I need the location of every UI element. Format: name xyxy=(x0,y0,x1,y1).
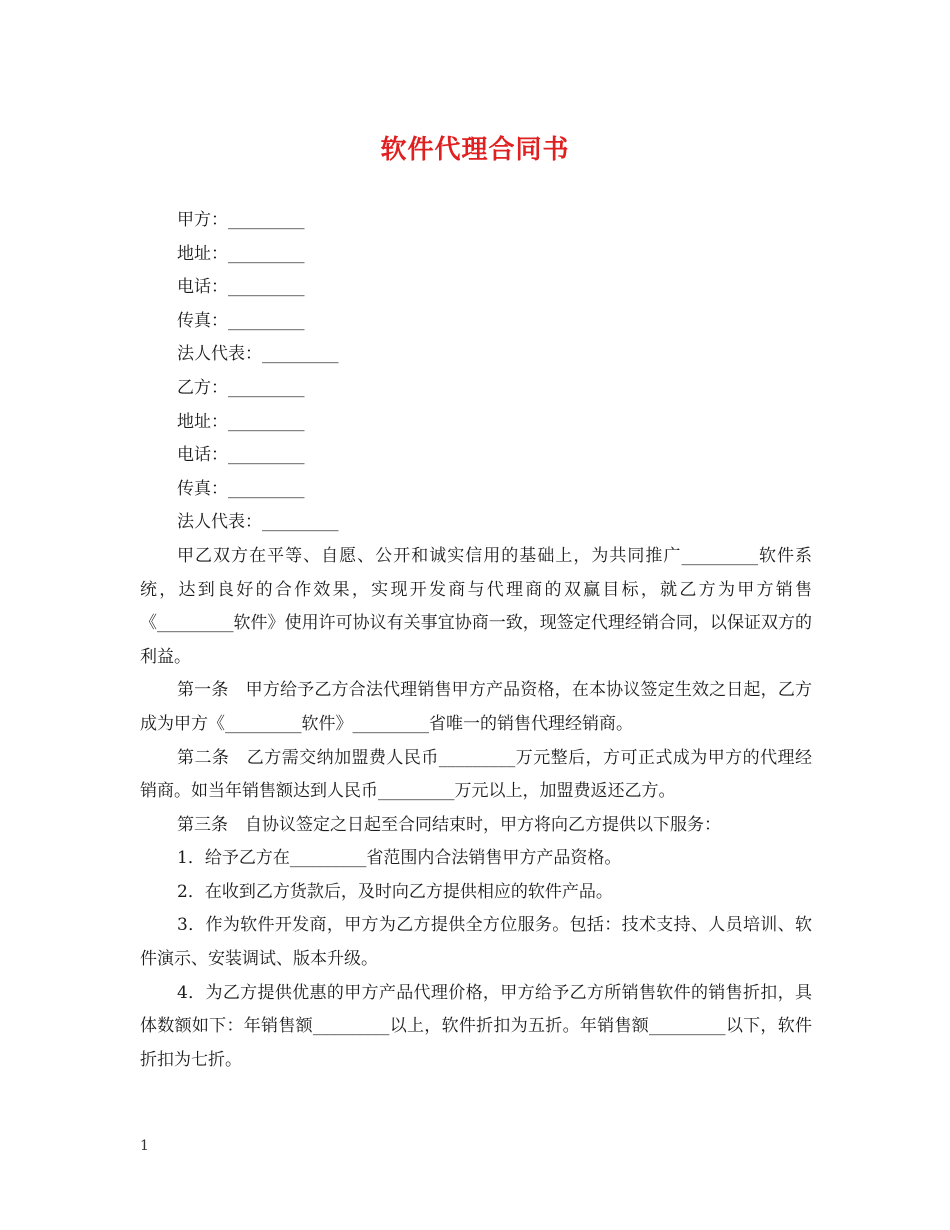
party-a-address: 地址：_________ xyxy=(177,243,305,264)
article-2-paragraph: 第二条 乙方需交纳加盟费人民币_________万元整后，方可正式成为甲方的代理经销商。如当年销售额达到人民币_________万元以上，加盟费返还乙方。 xyxy=(140,747,812,802)
party-b-name: 乙方：_________ xyxy=(177,377,305,398)
party-b-fax: 传真：_________ xyxy=(177,478,305,499)
article-1-paragraph: 第一条 甲方给予乙方合法代理销售甲方产品资格，在本协议签定生效之日起，乙方成为甲方《_________软件》_________省唯一的销售代理经销商。 xyxy=(140,680,812,734)
party-a-legal-rep: 法人代表：_________ xyxy=(177,344,339,365)
party-b-phone: 电话：_________ xyxy=(177,445,305,466)
party-b-address: 地址：_________ xyxy=(177,411,305,432)
service-item-3: 3．作为软件开发商，甲方为乙方提供全方位服务。包括：技术支持、人员培训、软件演示、安装调试、版本升级。 xyxy=(140,915,812,970)
article-3-paragraph: 第三条 自协议签定之日起至合同结束时，甲方将向乙方提供以下服务： xyxy=(177,814,721,835)
page-number: 1 xyxy=(140,1138,149,1154)
preamble-paragraph: 甲乙双方在平等、自愿、公开和诚实信用的基础上，为共同推广_________软件系统，达到良好的合作效果，实现开发商与代理商的双赢目标，就乙方为甲方销售《_________软件》使用许可协议有关事宜协商一致，现签定代理经销合同，以保证双方的利益。 xyxy=(140,545,812,667)
party-a-fax: 传真：_________ xyxy=(177,310,305,331)
service-item-4: 4．为乙方提供优惠的甲方产品代理价格，甲方给予乙方所销售软件的销售折扣，具体数额如下：年销售额_________以上，软件折扣为五折。年销售额_________以下，软件折扣为七折。 xyxy=(140,982,812,1070)
party-a-phone: 电话：_________ xyxy=(177,277,305,298)
document-body xyxy=(140,204,812,1077)
document-title: 软件代理合同书 xyxy=(380,135,570,165)
service-item-2: 2．在收到乙方货款后，及时向乙方提供相应的软件产品。 xyxy=(177,881,613,902)
party-a-name: 甲方：_________ xyxy=(177,210,305,230)
party-b-legal-rep: 法人代表：_________ xyxy=(177,512,339,533)
service-item-1: 1．给予乙方在_________省范围内合法销售甲方产品资格。 xyxy=(177,848,622,869)
